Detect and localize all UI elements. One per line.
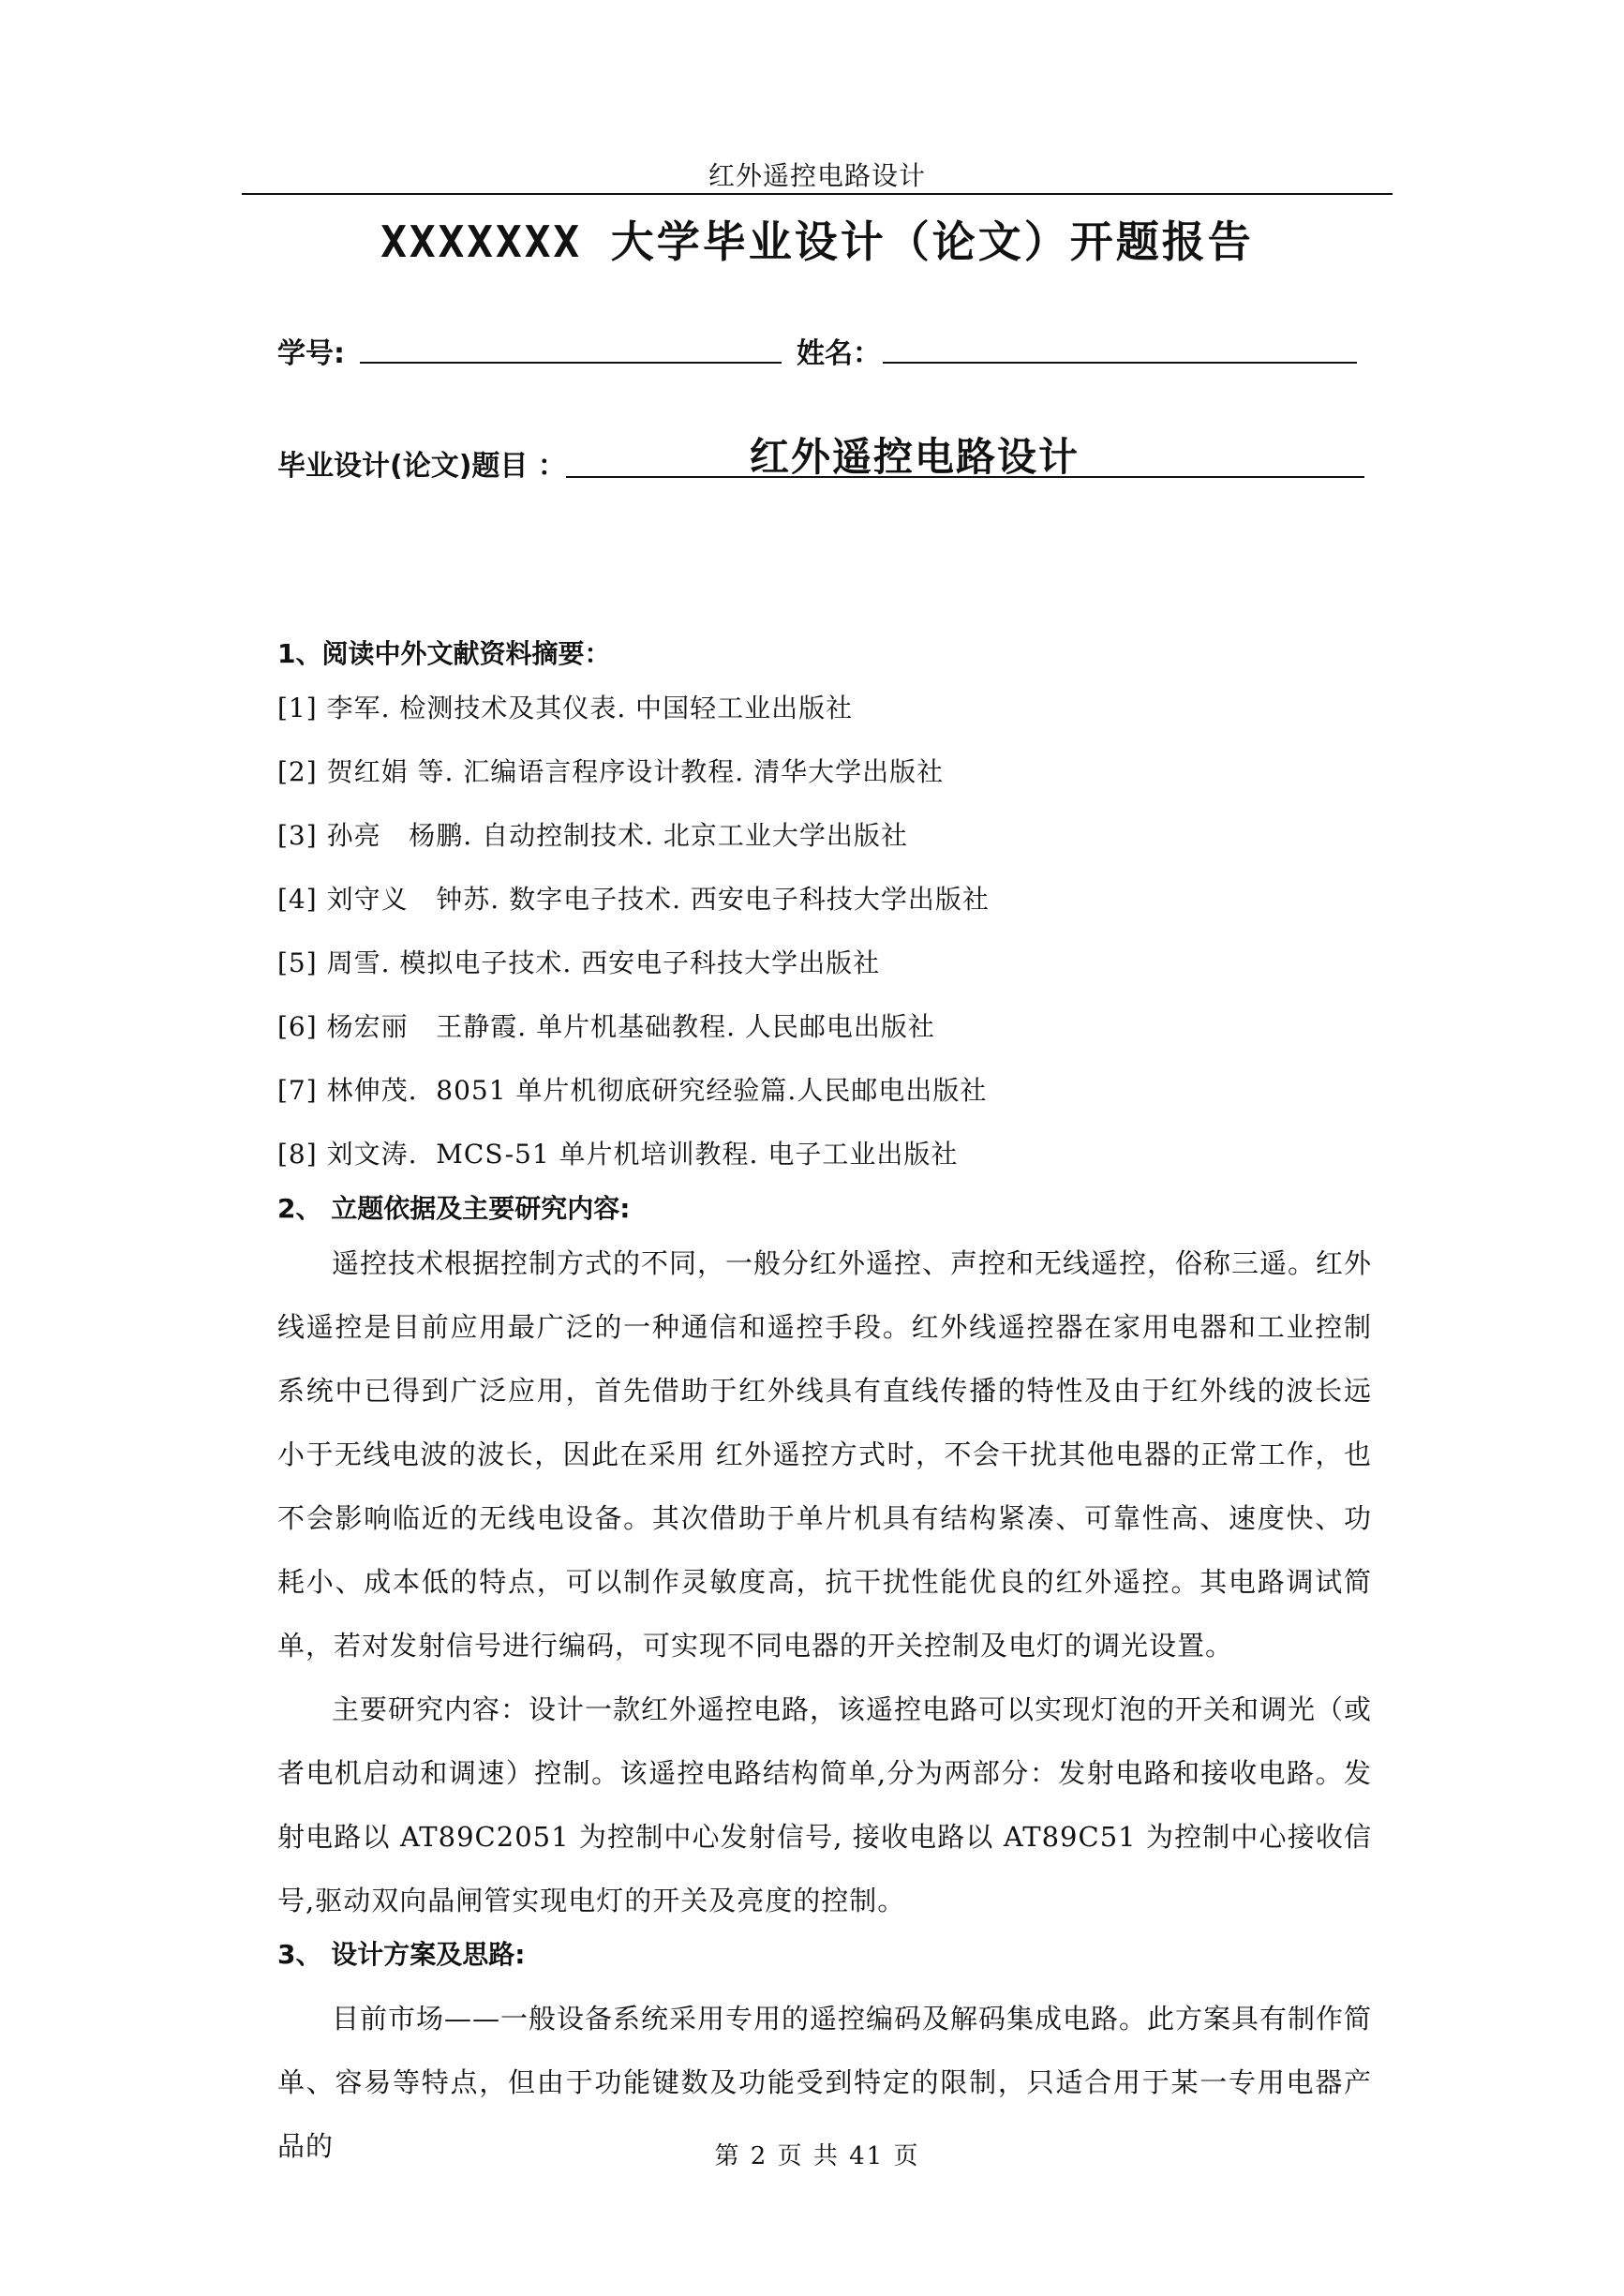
reference-item: [3] 孙亮 杨鹏. 自动控制技术. 北京工业大学出版社 <box>277 820 908 851</box>
student-id-field[interactable] <box>360 362 782 364</box>
body-paragraph: 主要研究内容：设计一款红外遥控电路，该遥控电路可以实现灯泡的开关和调光（或者电机启动和调速）控制。该遥控电路结构简单,分为两部分：发射电路和接收电路。发射电路以 AT89C2051 为控制中心发射信号, 接收电路以 AT89C51 为控制中心接收信号,驱动双向晶闸管实现电灯的开关及亮度的控制。 <box>277 1693 1373 1916</box>
reference-item: [6] 杨宏丽 王静霞. 单片机基础教程. 人民邮电出版社 <box>277 1011 935 1042</box>
body-paragraph: 目前市场——一般设备系统采用专用的遥控编码及解码集成电路。此方案具有制作简单、容易等特点，但由于功能键数及功能受到特定的限制，只适合用于某一专用电器产品的 <box>277 2003 1373 2162</box>
reference-item: [5] 周雪. 模拟电子技术. 西安电子科技大学出版社 <box>277 947 881 978</box>
reference-item: [4] 刘守义 钟苏. 数字电子技术. 西安电子科技大学出版社 <box>277 884 990 915</box>
section-1-heading: 1、阅读中外文献资料摘要： <box>277 638 611 669</box>
running-header: 红外遥控电路设计 <box>708 160 926 191</box>
body-paragraph: 遥控技术根据控制方式的不同，一般分红外遥控、声控和无线遥控，俗称三遥。红外线遥控是目前应用最广泛的一种通信和遥控手段。红外线遥控器在家用电器和工业控制系统中已得到广泛应用，首先借助于红外线具有直线传播的特性及由于红外线的波长远小于无线电波的波长，因此在采用 红外遥控方式时，不会干扰其他电器的正常工作，也不会影响临近的无线电设备。其次借助于单片机具有结构紧凑、可靠性高、速度快、功耗小、成本低的特点，可以制作灵敏度高，抗干扰性能优良的红外遥控。其电路调试简单，若对发射信号进行编码，可实现不同电器的开关控制及电灯的调光设置。 <box>277 1247 1373 1662</box>
header-rule <box>242 193 1393 195</box>
topic-value: 红外遥控电路设计 <box>750 434 1080 480</box>
name-field[interactable] <box>883 362 1357 364</box>
topic-label: 毕业设计(论文)题目 ： <box>277 450 566 483</box>
page-number-footer: 第 2 页 共 41 页 <box>714 2142 920 2170</box>
reference-item: [7] 林伸茂. 8051 单片机彻底研究经验篇.人民邮电出版社 <box>277 1075 988 1106</box>
reference-item: [2] 贺红娟 等. 汇编语言程序设计教程. 清华大学出版社 <box>277 756 945 787</box>
document-title: XXXXXXX 大学毕业设计（论文）开题报告 <box>380 216 1254 267</box>
reference-item: [8] 刘文涛. MCS-51 单片机培训教程. 电子工业出版社 <box>277 1139 959 1170</box>
name-label: 姓名： <box>797 337 881 370</box>
reference-item: [1] 李军. 检测技术及其仪表. 中国轻工业出版社 <box>277 693 854 723</box>
student-id-label: 学号: <box>277 337 345 370</box>
section-2-heading: 2、 立题依据及主要研究内容: <box>277 1193 631 1224</box>
section-3-heading: 3、 设计方案及思路: <box>277 1939 526 1970</box>
